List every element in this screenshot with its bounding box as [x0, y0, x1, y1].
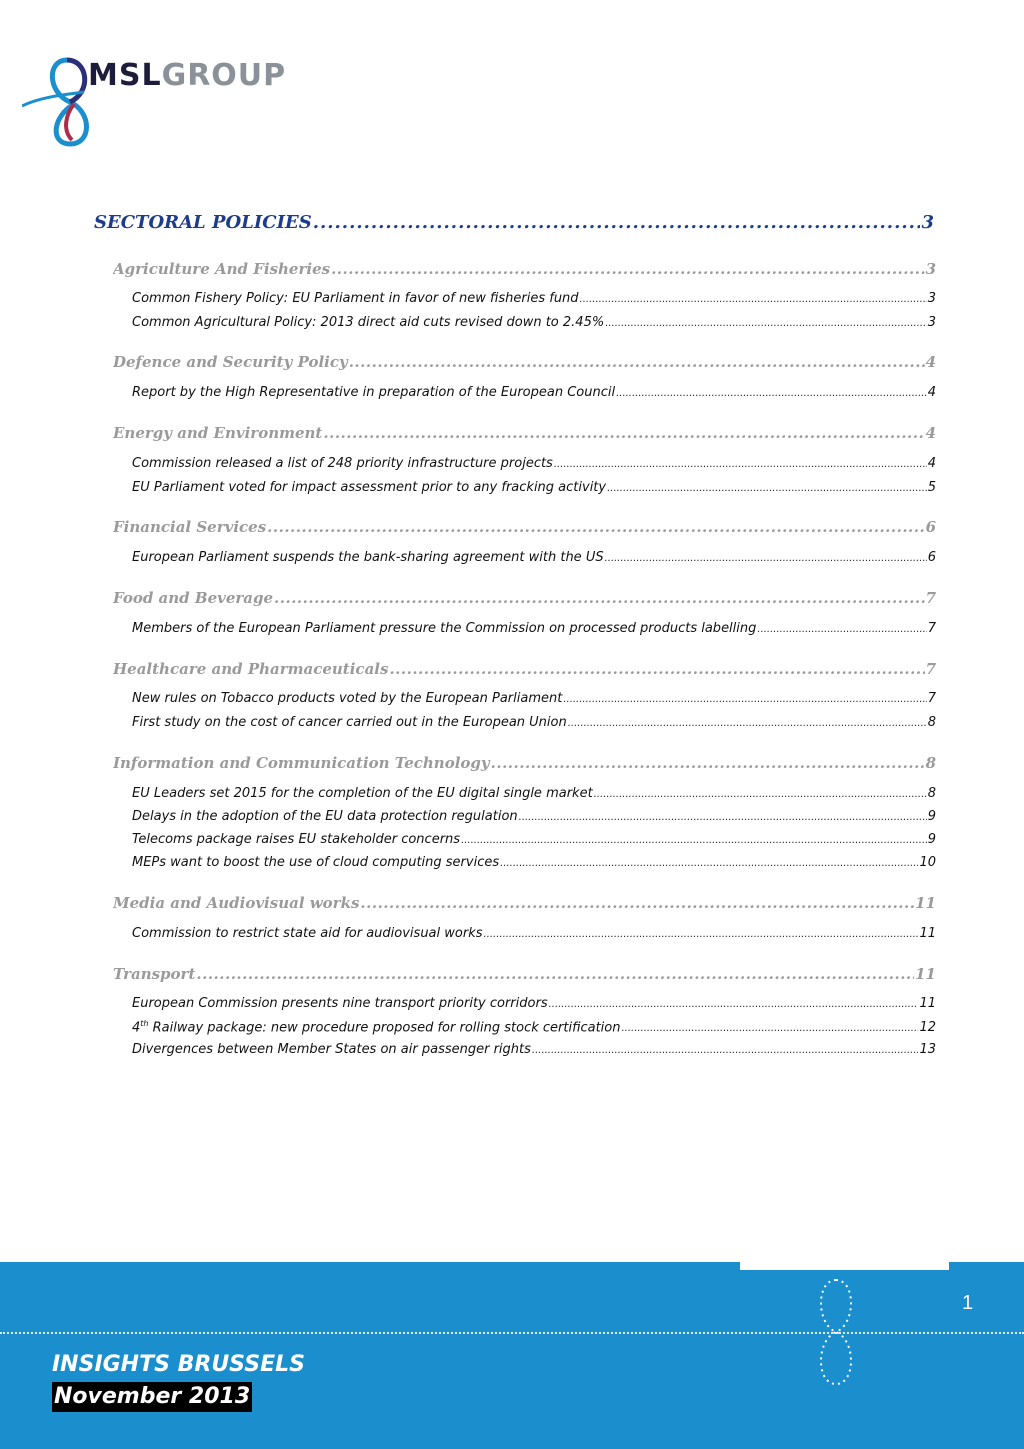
toc-item[interactable]	[132, 855, 936, 870]
toc-page-number: 3	[927, 315, 936, 330]
toc-page-number: 4	[927, 456, 936, 471]
dot-leader	[274, 589, 925, 607]
toc-entry-title: Energy and Environment	[113, 424, 323, 442]
dot-leader	[461, 835, 927, 846]
toc-item[interactable]	[132, 996, 936, 1011]
toc-page-number: 3	[925, 260, 936, 278]
toc-page-number: 11	[919, 926, 936, 941]
toc-page-number: 8	[927, 786, 936, 801]
toc-entry-title: SECTORAL POLICIES	[94, 212, 312, 233]
dot-leader	[622, 1023, 919, 1034]
toc-entry-title: Agriculture And Fisheries	[113, 260, 331, 278]
toc-entry-title: Members of the European Parliament pressure the Commission on processed products labelling	[132, 621, 757, 636]
toc-section-defence[interactable]	[113, 353, 936, 371]
toc-section-healthcare[interactable]	[113, 660, 936, 678]
toc-section-media[interactable]	[113, 894, 936, 912]
toc-item[interactable]	[132, 291, 936, 306]
dot-leader	[554, 459, 927, 470]
toc-page-number: 6	[925, 518, 936, 536]
toc-page-number: 8	[927, 715, 936, 730]
toc-item[interactable]	[132, 832, 936, 847]
toc-page-number: 4	[927, 385, 936, 400]
toc-entry-title: Divergences between Member States on air passenger rights	[132, 1042, 531, 1057]
toc-page-number: 5	[927, 480, 936, 495]
toc-entry-title: New rules on Tobacco products voted by the European Parliament	[132, 691, 563, 706]
toc-entry-title: First study on the cost of cancer carried out in the European Union	[132, 715, 567, 730]
dot-leader	[196, 965, 914, 983]
toc-page-number: 11	[919, 996, 936, 1011]
toc-entry-title: Media and Audiovisual works	[113, 894, 360, 912]
toc-entry-title: Commission to restrict state aid for audiovisual works	[132, 926, 483, 941]
toc-item[interactable]	[132, 809, 936, 824]
toc-entry-title: EU Leaders set 2015 for the completion of the EU digital single market	[132, 786, 593, 801]
toc-section-food[interactable]	[113, 589, 936, 607]
dot-leader	[484, 929, 919, 940]
toc-item[interactable]	[132, 1019, 936, 1035]
logo-wordmark-group: GROUP	[161, 58, 287, 93]
toc-section-agriculture[interactable]	[113, 260, 936, 278]
toc-entry-title-superscript: th	[140, 1019, 149, 1028]
toc-page-number: 11	[915, 965, 936, 983]
toc-entry-title: Information and Communication Technology	[113, 754, 490, 772]
dot-leader	[532, 1045, 919, 1056]
toc-page-number: 3	[921, 212, 934, 233]
toc-page-number: 13	[919, 1042, 936, 1057]
toc-main-heading[interactable]	[94, 212, 934, 233]
toc-entry-title: Delays in the adoption of the EU data protection regulation	[132, 809, 518, 824]
toc-page-number: 6	[927, 550, 936, 565]
toc-item[interactable]	[132, 691, 936, 706]
toc-item[interactable]	[132, 926, 936, 941]
dot-leader	[500, 858, 918, 869]
toc-entry-title-rest: Railway package: new procedure proposed for rolling stock certification	[148, 1020, 621, 1036]
toc-item[interactable]	[132, 786, 936, 801]
footer-notch	[740, 1262, 949, 1270]
toc-item[interactable]	[132, 715, 936, 730]
dot-leader	[616, 388, 927, 399]
dot-leader	[349, 353, 925, 371]
dot-leader	[607, 483, 927, 494]
toc-section-ict[interactable]	[113, 754, 936, 772]
dot-leader	[360, 894, 914, 912]
figure-eight-icon	[806, 1276, 866, 1388]
dot-leader	[580, 294, 927, 305]
dot-leader	[549, 999, 919, 1010]
toc-page-number: 4	[925, 424, 936, 442]
toc-item[interactable]	[132, 621, 936, 636]
logo-wordmark-msl: MSL	[88, 58, 162, 93]
toc-page-number: 7	[927, 621, 936, 636]
toc-page-number: 4	[925, 353, 936, 371]
toc-page-number: 12	[919, 1020, 936, 1036]
toc-page-number: 7	[925, 589, 936, 607]
dot-leader	[267, 518, 924, 536]
dot-leader	[594, 789, 927, 800]
toc-item[interactable]	[132, 385, 936, 400]
toc-page-number: 8	[925, 754, 936, 772]
toc-entry-title: Telecoms package raises EU stakeholder concerns	[132, 832, 461, 847]
toc-entry-title: Common Agricultural Policy: 2013 direct aid cuts revised down to 2.45%	[132, 315, 605, 330]
dot-leader	[313, 212, 921, 233]
dot-leader	[491, 754, 925, 772]
dot-leader	[605, 553, 927, 564]
toc-entry-title: European Commission presents nine transport priority corridors	[132, 996, 548, 1011]
toc-page-number: 9	[927, 809, 936, 824]
toc-item[interactable]	[132, 480, 936, 495]
toc-section-energy[interactable]	[113, 424, 936, 442]
toc-entry-title-number: 4	[132, 1020, 141, 1036]
dot-leader	[519, 812, 927, 823]
toc-item[interactable]	[132, 1042, 936, 1057]
footer-date: November 2013	[52, 1382, 252, 1412]
toc-page-number: 10	[919, 855, 936, 870]
toc-page-number: 9	[927, 832, 936, 847]
toc-entry-title: EU Parliament voted for impact assessment prior to any fracking activity	[132, 480, 607, 495]
dot-leader	[563, 694, 926, 705]
toc-entry-title: Financial Services	[113, 518, 267, 536]
toc-page-number: 3	[927, 291, 936, 306]
toc-page-number: 7	[925, 660, 936, 678]
dot-leader	[323, 424, 924, 442]
page-number: 1	[962, 1292, 974, 1314]
toc-item[interactable]	[132, 550, 936, 565]
dot-leader	[331, 260, 925, 278]
toc-entry-title: European Parliament suspends the bank-sharing agreement with the US	[132, 550, 604, 565]
toc-entry-title: Commission released a list of 248 priority infrastructure projects	[132, 456, 553, 471]
footer-dotted-rule	[0, 1332, 1024, 1334]
dot-leader	[605, 318, 927, 329]
toc-section-transport[interactable]	[113, 965, 936, 983]
toc-item[interactable]	[132, 456, 936, 471]
toc-entry-title	[132, 1019, 621, 1035]
page-footer	[0, 1262, 1024, 1449]
toc-entry-title: Healthcare and Pharmaceuticals	[113, 660, 389, 678]
toc-page-number: 11	[915, 894, 936, 912]
toc-entry-title: Defence and Security Policy	[113, 353, 348, 371]
toc-entry-title: Food and Beverage	[113, 589, 274, 607]
footer-title: INSIGHTS BRUSSELS	[52, 1352, 305, 1377]
dot-leader	[757, 624, 926, 635]
toc-page-number: 7	[927, 691, 936, 706]
toc-entry-title: Common Fishery Policy: EU Parliament in favor of new fisheries fund	[132, 291, 579, 306]
toc-item[interactable]	[132, 315, 936, 330]
dot-leader	[389, 660, 924, 678]
toc-entry-title: Report by the High Representative in preparation of the European Council	[132, 385, 616, 400]
toc-section-financial[interactable]	[113, 518, 936, 536]
toc-entry-title: MEPs want to boost the use of cloud computing services	[132, 855, 500, 870]
toc-entry-title: Transport	[113, 965, 196, 983]
dot-leader	[568, 718, 927, 729]
